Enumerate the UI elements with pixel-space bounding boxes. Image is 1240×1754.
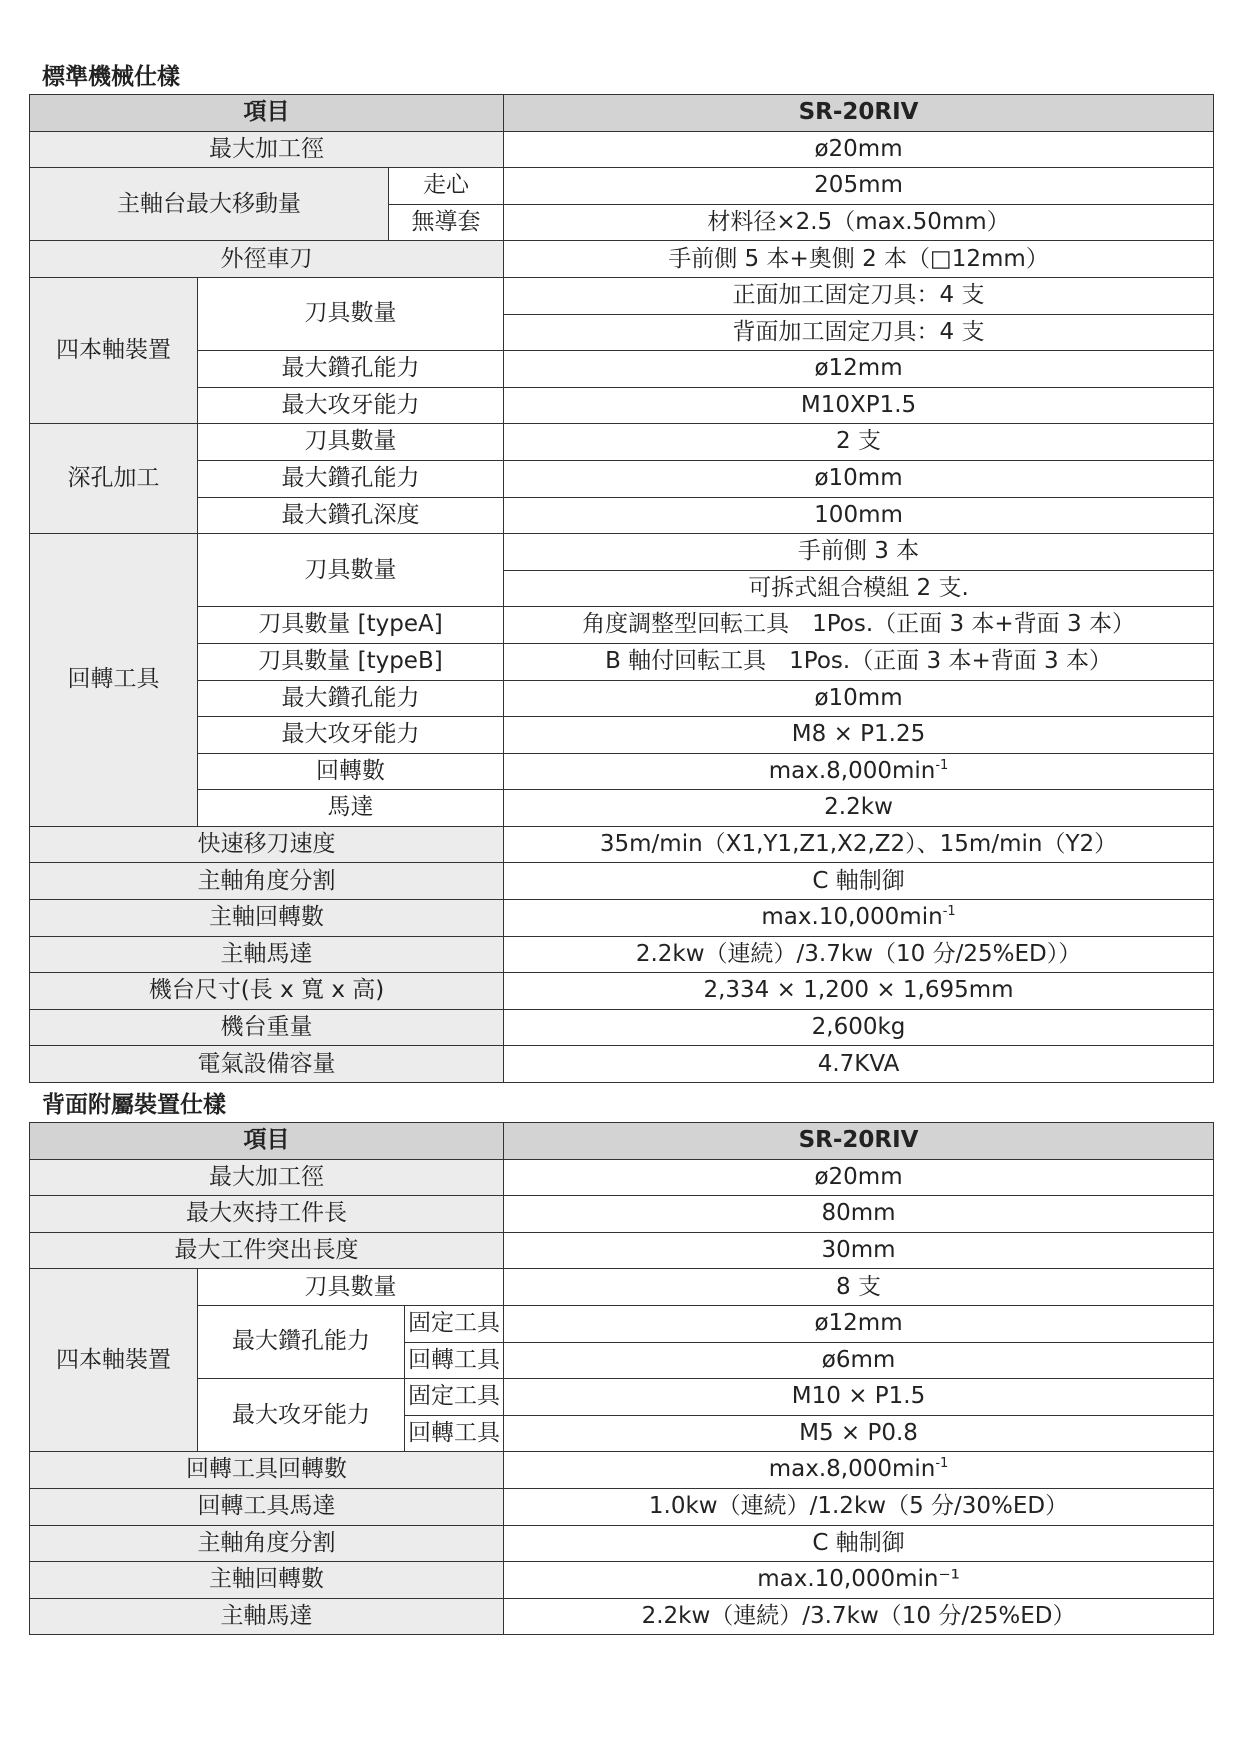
table-row — [30, 1562, 1214, 1599]
rpm-value: max.8,000min — [768, 757, 936, 784]
row-label: 最大夾持工件長 — [30, 1196, 504, 1233]
row-label: 外徑車刀 — [30, 241, 504, 278]
row-label: 回轉數 — [198, 753, 504, 790]
spindle-rpm-value: max.10,000min — [761, 904, 943, 931]
row-label: 刀具數量 [typeA] — [198, 607, 504, 644]
row-sublabel: 回轉工具 — [405, 1415, 504, 1452]
row-value: 2,334 × 1,200 × 1,695mm — [504, 973, 1214, 1010]
row-label: 快速移刀速度 — [30, 826, 504, 863]
row-label: 回轉工具回轉數 — [30, 1452, 504, 1489]
group-label-deep-hole: 深孔加工 — [30, 424, 198, 534]
row-label: 主軸馬達 — [30, 936, 504, 973]
row-label: 主軸回轉數 — [30, 900, 504, 937]
row-label: 機台重量 — [30, 1009, 504, 1046]
row-value: 30mm — [504, 1232, 1214, 1269]
header-item: 項目 — [30, 95, 504, 132]
row-value: 205mm — [504, 168, 1214, 205]
table-row — [30, 680, 1214, 717]
row-value: M10XP1.5 — [504, 387, 1214, 424]
row-value: 1.0kw（連続）/1.2kw（5 分/30%ED） — [504, 1488, 1214, 1525]
table-row — [30, 607, 1214, 644]
row-value: ø20mm — [504, 131, 1214, 168]
row-label: 刀具數量 — [198, 424, 504, 461]
row-value: 2 支 — [504, 424, 1214, 461]
row-value: C 軸制御 — [504, 863, 1214, 900]
row-value: 可拆式組合模組 2 支. — [504, 570, 1214, 607]
row-value: C 軸制御 — [504, 1525, 1214, 1562]
row-label: 最大鑽孔能力 — [198, 460, 504, 497]
row-sublabel: 回轉工具 — [405, 1342, 504, 1379]
table-row — [30, 1046, 1214, 1083]
row-value: 手前側 5 本+奧側 2 本（□12mm） — [504, 241, 1214, 278]
row-label: 最大鑽孔深度 — [198, 497, 504, 534]
row-value — [504, 1452, 1214, 1489]
row-value: 4.7KVA — [504, 1046, 1214, 1083]
row-value: 角度調整型回転工具 1Pos.（正面 3 本+背面 3 本） — [504, 607, 1214, 644]
section-title-standard: 標準機械仕樣 — [42, 64, 180, 90]
table-row — [30, 277, 1214, 314]
row-label: 最大鑽孔能力 — [198, 1305, 405, 1378]
row-value: M10 × P1.5 — [504, 1379, 1214, 1416]
row-value: 80mm — [504, 1196, 1214, 1233]
row-value: 2.2kw — [504, 790, 1214, 827]
row-label: 刀具數量 [typeB] — [198, 643, 504, 680]
table-row — [30, 717, 1214, 754]
row-value: 材料径×2.5（max.50mm） — [504, 204, 1214, 241]
table-row — [30, 1452, 1214, 1489]
table-row — [30, 460, 1214, 497]
row-label: 最大工件突出長度 — [30, 1232, 504, 1269]
table-row — [30, 1488, 1214, 1525]
table-row — [30, 1305, 1214, 1342]
row-label: 刀具數量 — [198, 277, 504, 350]
table-row — [30, 973, 1214, 1010]
row-value: ø12mm — [504, 351, 1214, 388]
table-row — [30, 351, 1214, 388]
row-label: 主軸角度分割 — [30, 1525, 504, 1562]
row-sublabel: 走心 — [389, 168, 504, 205]
group-label-rotary: 回轉工具 — [30, 534, 198, 827]
row-label: 最大攻牙能力 — [198, 1379, 405, 1452]
group-label-four-axis: 四本軸裝置 — [30, 277, 198, 423]
table-row — [30, 863, 1214, 900]
row-value: 2,600kg — [504, 1009, 1214, 1046]
row-value: M5 × P0.8 — [504, 1415, 1214, 1452]
row-value: 背面加工固定刀具：4 支 — [504, 314, 1214, 351]
table-row — [30, 753, 1214, 790]
row-label: 主軸回轉數 — [30, 1562, 504, 1599]
header-item: 項目 — [30, 1123, 504, 1160]
row-value: ø10mm — [504, 460, 1214, 497]
table-row — [30, 826, 1214, 863]
back-spec-table — [29, 1122, 1214, 1635]
table-header-row — [30, 95, 1214, 132]
row-label: 電氣設備容量 — [30, 1046, 504, 1083]
table-row — [30, 936, 1214, 973]
table-row — [30, 1598, 1214, 1635]
row-label: 機台尺寸(長 x 寬 x 高) — [30, 973, 504, 1010]
row-value: 8 支 — [504, 1269, 1214, 1306]
table-row — [30, 534, 1214, 571]
row-label: 馬達 — [198, 790, 504, 827]
table-row — [30, 790, 1214, 827]
row-label: 最大攻牙能力 — [198, 717, 504, 754]
row-label: 最大鑽孔能力 — [198, 680, 504, 717]
group-label-four-axis: 四本軸裝置 — [30, 1269, 198, 1452]
row-value: 2.2kw（連続）/3.7kw（10 分/25%ED）） — [504, 936, 1214, 973]
row-value: ø6mm — [504, 1342, 1214, 1379]
row-label: 主軸馬達 — [30, 1598, 504, 1635]
table-row — [30, 643, 1214, 680]
table-row — [30, 1232, 1214, 1269]
row-sublabel: 無導套 — [389, 204, 504, 241]
row-label: 刀具數量 — [198, 534, 504, 607]
row-label: 主軸台最大移動量 — [30, 168, 389, 241]
table-row — [30, 168, 1214, 205]
row-label: 最大加工徑 — [30, 131, 504, 168]
row-label: 最大攻牙能力 — [198, 387, 504, 424]
table-row — [30, 1196, 1214, 1233]
table-row — [30, 900, 1214, 937]
table-row — [30, 1525, 1214, 1562]
row-value: max.10,000min⁻¹ — [504, 1562, 1214, 1599]
row-value — [504, 900, 1214, 937]
table-row — [30, 387, 1214, 424]
rot-rpm-value: max.8,000min — [768, 1456, 936, 1483]
row-value: M8 × P1.25 — [504, 717, 1214, 754]
row-value: ø10mm — [504, 680, 1214, 717]
section-title-back: 背面附屬裝置仕樣 — [42, 1092, 226, 1118]
row-label: 最大鑽孔能力 — [198, 351, 504, 388]
row-value: 100mm — [504, 497, 1214, 534]
row-value — [504, 753, 1214, 790]
row-label: 主軸角度分割 — [30, 863, 504, 900]
table-row — [30, 497, 1214, 534]
row-value: 2.2kw（連続）/3.7kw（10 分/25%ED） — [504, 1598, 1214, 1635]
standard-spec-table — [29, 94, 1214, 1083]
table-row — [30, 131, 1214, 168]
row-sublabel: 固定工具 — [405, 1305, 504, 1342]
spindle-rpm-exponent: -1 — [942, 904, 956, 920]
row-value: B 軸付回転工具 1Pos.（正面 3 本+背面 3 本） — [504, 643, 1214, 680]
row-value: ø12mm — [504, 1305, 1214, 1342]
table-header-row — [30, 1123, 1214, 1160]
table-row — [30, 1009, 1214, 1046]
table-row — [30, 241, 1214, 278]
header-model: SR-20RIV — [504, 1123, 1214, 1160]
row-label: 刀具數量 — [198, 1269, 504, 1306]
rpm-exponent: -1 — [935, 757, 949, 773]
row-value: 正面加工固定刀具：4 支 — [504, 277, 1214, 314]
row-label: 最大加工徑 — [30, 1159, 504, 1196]
row-sublabel: 固定工具 — [405, 1379, 504, 1416]
table-row — [30, 1269, 1214, 1306]
row-value: 手前側 3 本 — [504, 534, 1214, 571]
table-row — [30, 1159, 1214, 1196]
row-value: ø20mm — [504, 1159, 1214, 1196]
table-row — [30, 1379, 1214, 1416]
row-value: 35m/min（X1,Y1,Z1,X2,Z2）、15m/min（Y2） — [504, 826, 1214, 863]
table-row — [30, 424, 1214, 461]
row-label: 回轉工具馬達 — [30, 1488, 504, 1525]
header-model: SR-20RIV — [504, 95, 1214, 132]
rot-rpm-exponent: -1 — [935, 1456, 949, 1472]
